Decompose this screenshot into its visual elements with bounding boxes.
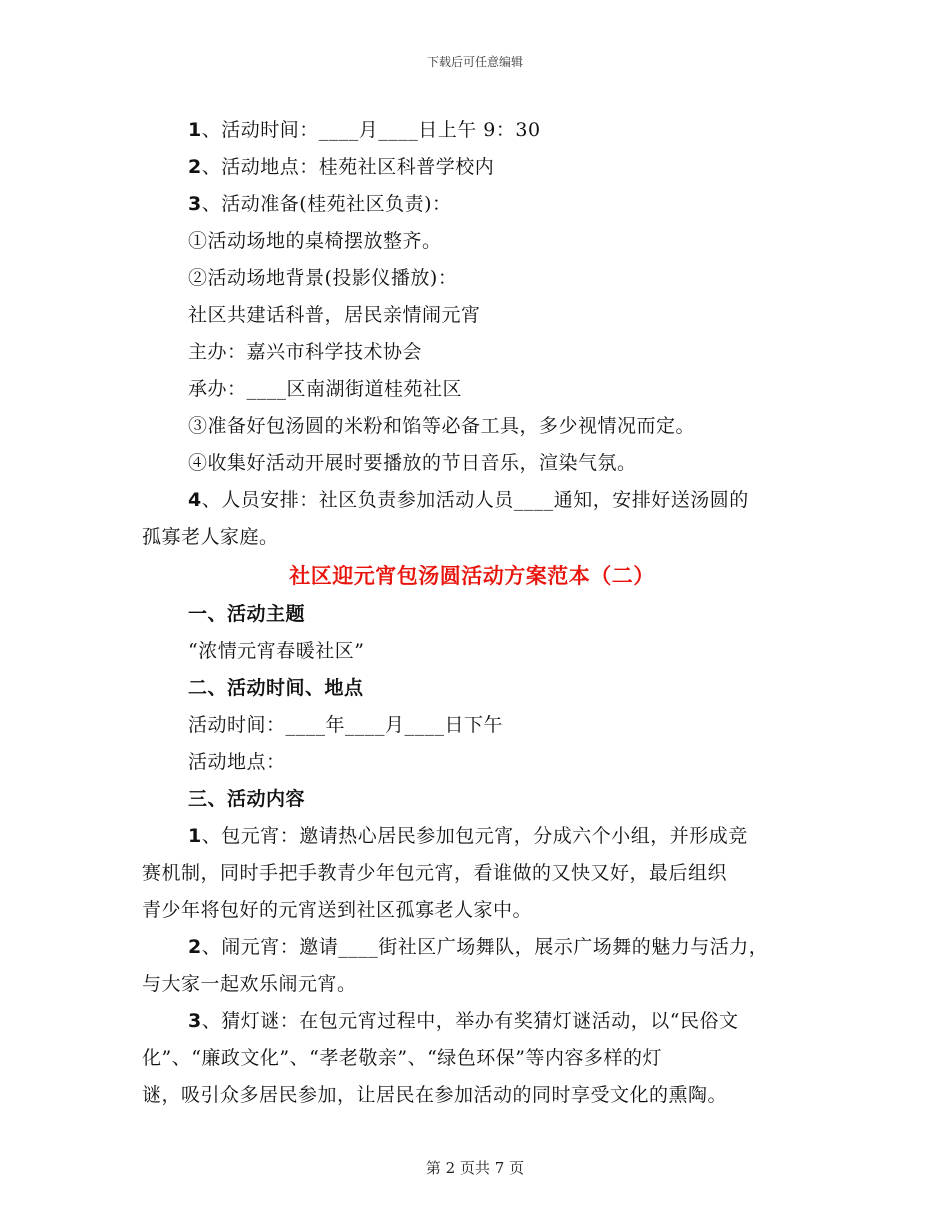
paragraph-line: ②活动场地背景(投影仪播放)：: [188, 267, 458, 289]
section-title: 社区迎元宵包汤圆活动方案范本（二）: [289, 564, 655, 588]
item-number: 1: [188, 119, 202, 141]
paragraph-line: 谜，吸引众多居民参加，让居民在参加活动的同时享受文化的熏陶。: [142, 1084, 728, 1106]
paragraph-line: ①活动场地的桌椅摆放整齐。: [188, 230, 442, 252]
item-number: 3: [188, 1010, 202, 1032]
line-text: 、包元宵：邀请热心居民参加包元宵，分成六个小组，并形成竞: [201, 825, 748, 847]
paragraph-line: ③准备好包汤圆的米粉和馅等必备工具，多少视情况而定。: [188, 415, 696, 437]
item-number: 2: [188, 936, 202, 958]
paragraph-line: 活动时间：____年____月____日下午: [188, 714, 504, 736]
line-text: 、活动准备(桂苑社区负责)：: [201, 193, 452, 215]
paragraph-line: 孤寡老人家庭。: [142, 526, 279, 548]
paragraph-line: ④收集好活动开展时要播放的节日音乐，渲染气氛。: [188, 452, 637, 474]
paragraph-line: [142, 482, 822, 519]
item-number: 4: [188, 489, 202, 511]
paragraph-line: 青少年将包好的元宵送到社区孤寡老人家中。: [142, 899, 533, 921]
paragraph-line: [142, 149, 822, 186]
paragraph-line: 赛机制，同时手把手教青少年包元宵，看谁做的又快又好，最后组织: [142, 862, 728, 884]
item-number: 1: [188, 825, 202, 847]
page-header: 下载后可任意编辑: [426, 55, 523, 69]
document-body: [142, 112, 822, 1114]
paragraph-line: 与大家一起欢乐闹元宵。: [142, 973, 357, 995]
line-text: 、闹元宵：邀请____街社区广场舞队，展示广场舞的魅力与活力，: [201, 936, 769, 958]
paragraph-line: [142, 112, 822, 149]
line-text: 、猜灯谜：在包元宵过程中，举办有奖猜灯谜活动，以“民俗文: [201, 1010, 739, 1032]
paragraph-line: 活动地点：: [188, 751, 286, 773]
item-number: 2: [188, 156, 202, 178]
section-heading: 三、活动内容: [188, 788, 306, 810]
item-number: 3: [188, 193, 202, 215]
line-text: 、活动时间：____月____日上午 9：30: [201, 119, 541, 141]
paragraph-line: 社区共建话科普，居民亲情闹元宵: [188, 304, 481, 326]
paragraph-line: “浓情元宵春暖社区”: [188, 640, 365, 662]
paragraph-line: [142, 1003, 822, 1040]
paragraph-line: 主办：嘉兴市科学技术协会: [188, 341, 423, 363]
paragraph-line: [142, 186, 822, 223]
paragraph-line: 承办：____区南湖街道桂苑社区: [188, 378, 463, 400]
line-text: 、活动地点：桂苑社区科普学校内: [201, 156, 495, 178]
section-heading: 一、活动主题: [188, 603, 306, 625]
page-footer: 第 2 页共 7 页: [425, 1159, 525, 1177]
paragraph-line: 化”、“廉政文化”、“孝老敬亲”、“绿色环保”等内容多样的灯: [142, 1047, 662, 1069]
section-heading: 二、活动时间、地点: [188, 677, 364, 699]
paragraph-line: [142, 929, 822, 966]
line-text: 、人员安排：社区负责参加活动人员____通知，安排好送汤圆的: [201, 489, 749, 511]
paragraph-line: [142, 818, 822, 855]
